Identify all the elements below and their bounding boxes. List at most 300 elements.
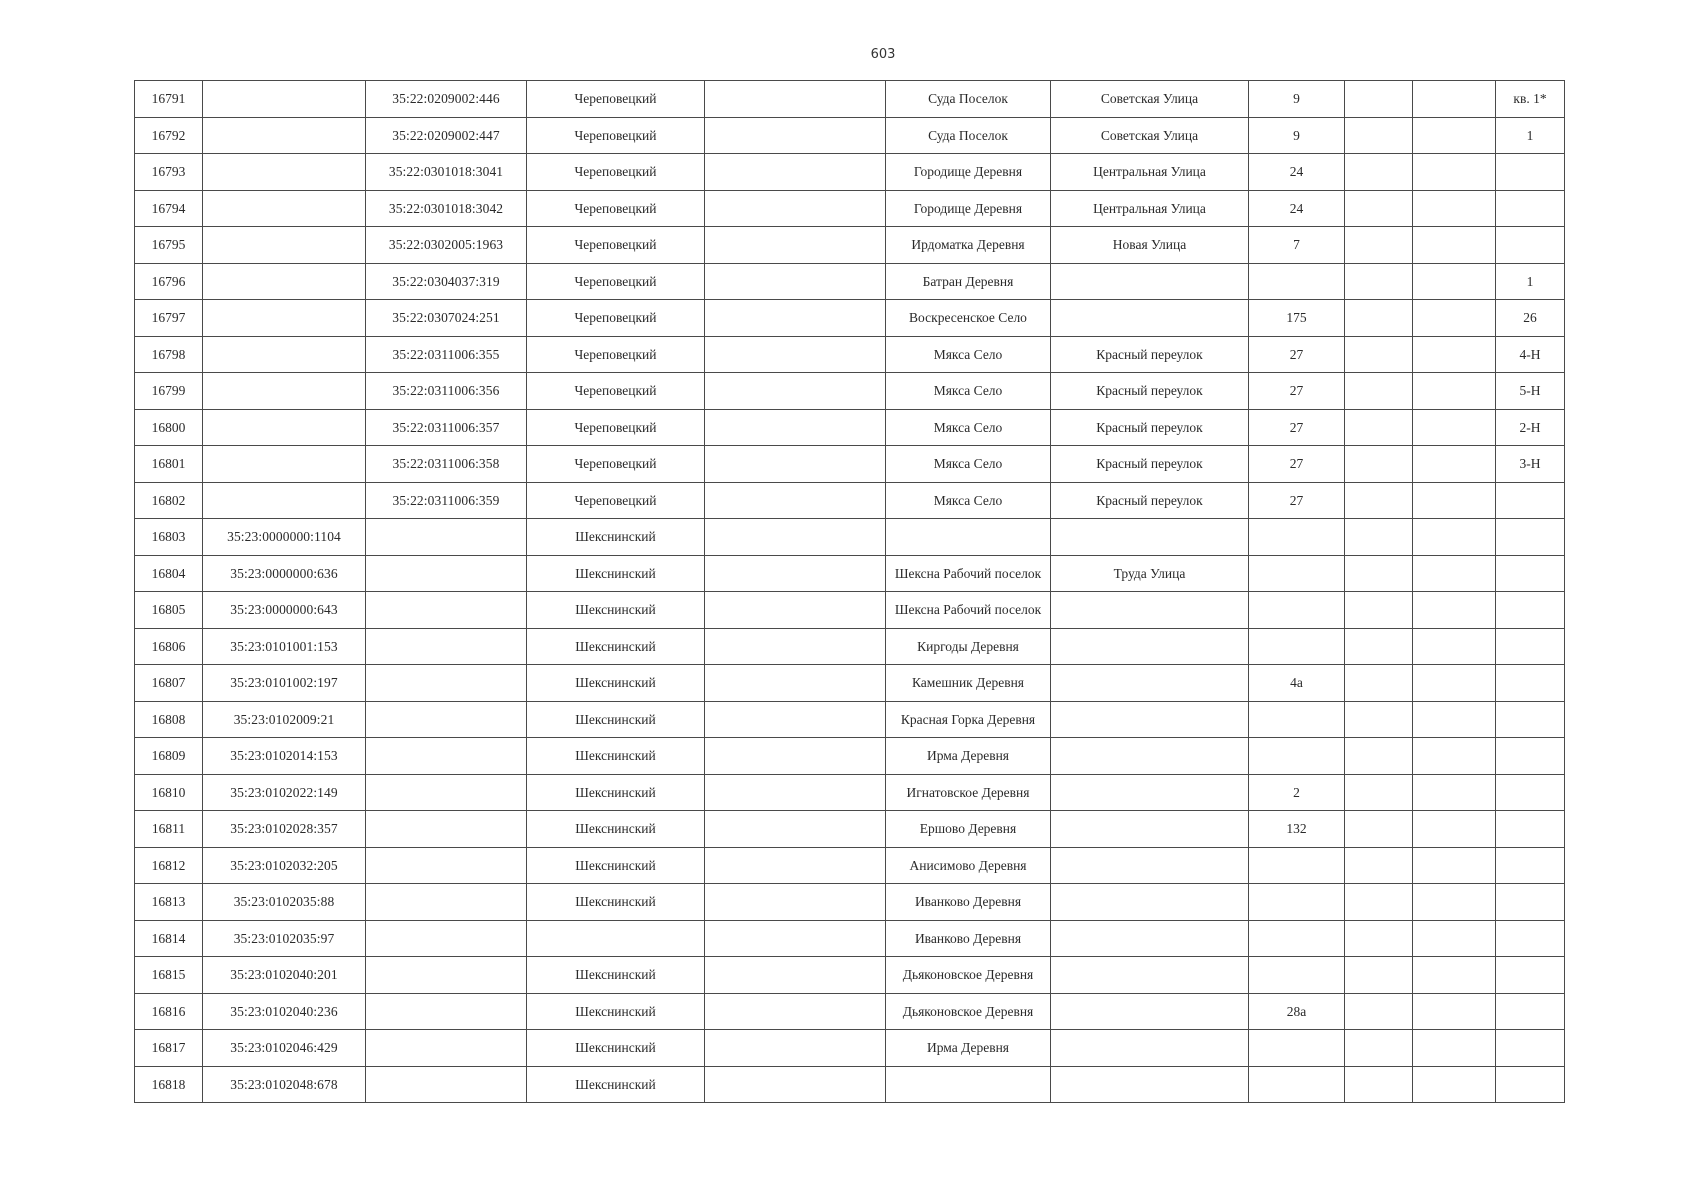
cadastral-number-alt-cell — [366, 774, 527, 811]
building-cell — [1345, 117, 1413, 154]
row-number-cell: 16799 — [135, 373, 203, 410]
building-cell — [1345, 482, 1413, 519]
structure-cell — [1413, 336, 1496, 373]
building-cell — [1345, 884, 1413, 921]
house-cell: 7 — [1249, 227, 1345, 264]
building-cell — [1345, 738, 1413, 775]
street-cell — [1051, 263, 1249, 300]
locality-cell: Анисимово Деревня — [886, 847, 1051, 884]
row-number-cell: 16800 — [135, 409, 203, 446]
building-cell — [1345, 993, 1413, 1030]
row-number-cell: 16804 — [135, 555, 203, 592]
apartment-cell — [1496, 555, 1565, 592]
district-cell: Шекснинский — [527, 519, 705, 556]
structure-cell — [1413, 884, 1496, 921]
structure-cell — [1413, 263, 1496, 300]
district-cell: Шекснинский — [527, 738, 705, 775]
cadastral-number-alt-cell: 35:22:0311006:355 — [366, 336, 527, 373]
building-cell — [1345, 263, 1413, 300]
empty-cell — [705, 1030, 886, 1067]
building-cell — [1345, 774, 1413, 811]
page-number: 603 — [870, 47, 896, 62]
table-row — [135, 190, 1565, 227]
locality-cell: Мякса Село — [886, 482, 1051, 519]
building-cell — [1345, 519, 1413, 556]
building-cell — [1345, 446, 1413, 483]
locality-cell — [886, 519, 1051, 556]
row-number-cell: 16812 — [135, 847, 203, 884]
locality-cell: Мякса Село — [886, 446, 1051, 483]
locality-cell: Ершово Деревня — [886, 811, 1051, 848]
cadastral-number-alt-cell — [366, 847, 527, 884]
district-cell: Череповецкий — [527, 300, 705, 337]
cadastral-number-cell: 35:23:0102014:153 — [203, 738, 366, 775]
street-cell: Советская Улица — [1051, 117, 1249, 154]
structure-cell — [1413, 519, 1496, 556]
table-row — [135, 336, 1565, 373]
building-cell — [1345, 1066, 1413, 1103]
table-row — [135, 1030, 1565, 1067]
apartment-cell: 3-Н — [1496, 446, 1565, 483]
street-cell — [1051, 592, 1249, 629]
empty-cell — [705, 628, 886, 665]
building-cell — [1345, 1030, 1413, 1067]
structure-cell — [1413, 701, 1496, 738]
street-cell: Труда Улица — [1051, 555, 1249, 592]
table-row — [135, 555, 1565, 592]
street-cell — [1051, 774, 1249, 811]
cadastral-number-alt-cell — [366, 701, 527, 738]
house-cell — [1249, 592, 1345, 629]
structure-cell — [1413, 190, 1496, 227]
cadastral-number-cell: 35:23:0101002:197 — [203, 665, 366, 702]
row-number-cell: 16816 — [135, 993, 203, 1030]
cadastral-number-alt-cell — [366, 993, 527, 1030]
house-cell — [1249, 957, 1345, 994]
locality-cell: Мякса Село — [886, 336, 1051, 373]
building-cell — [1345, 555, 1413, 592]
street-cell — [1051, 665, 1249, 702]
building-cell — [1345, 957, 1413, 994]
cadastral-number-alt-cell — [366, 555, 527, 592]
table-row — [135, 957, 1565, 994]
table-row — [135, 227, 1565, 264]
structure-cell — [1413, 665, 1496, 702]
street-cell — [1051, 738, 1249, 775]
building-cell — [1345, 811, 1413, 848]
table-row — [135, 884, 1565, 921]
cadastral-number-cell: 35:23:0000000:1104 — [203, 519, 366, 556]
structure-cell — [1413, 774, 1496, 811]
street-cell: Красный переулок — [1051, 373, 1249, 410]
street-cell — [1051, 920, 1249, 957]
cadastral-number-cell — [203, 154, 366, 191]
cadastral-number-alt-cell — [366, 628, 527, 665]
locality-cell: Ирма Деревня — [886, 1030, 1051, 1067]
house-cell: 27 — [1249, 373, 1345, 410]
structure-cell — [1413, 482, 1496, 519]
apartment-cell — [1496, 154, 1565, 191]
cadastral-number-alt-cell: 35:22:0307024:251 — [366, 300, 527, 337]
building-cell — [1345, 701, 1413, 738]
cadastral-number-cell — [203, 300, 366, 337]
cadastral-number-alt-cell — [366, 957, 527, 994]
house-cell — [1249, 263, 1345, 300]
table-row — [135, 519, 1565, 556]
cadastral-number-cell: 35:23:0102022:149 — [203, 774, 366, 811]
apartment-cell — [1496, 1030, 1565, 1067]
locality-cell: Ирдоматка Деревня — [886, 227, 1051, 264]
empty-cell — [705, 592, 886, 629]
cadastral-number-alt-cell: 35:22:0301018:3042 — [366, 190, 527, 227]
locality-cell — [886, 1066, 1051, 1103]
table-row — [135, 373, 1565, 410]
apartment-cell — [1496, 847, 1565, 884]
structure-cell — [1413, 409, 1496, 446]
row-number-cell: 16807 — [135, 665, 203, 702]
district-cell: Шекснинский — [527, 701, 705, 738]
house-cell: 132 — [1249, 811, 1345, 848]
structure-cell — [1413, 373, 1496, 410]
house-cell: 9 — [1249, 117, 1345, 154]
street-cell: Красный переулок — [1051, 446, 1249, 483]
row-number-cell: 16791 — [135, 81, 203, 118]
street-cell — [1051, 628, 1249, 665]
empty-cell — [705, 1066, 886, 1103]
apartment-cell — [1496, 665, 1565, 702]
cadastral-number-alt-cell — [366, 920, 527, 957]
house-cell — [1249, 1066, 1345, 1103]
street-cell — [1051, 884, 1249, 921]
cadastral-number-cell — [203, 482, 366, 519]
district-cell: Череповецкий — [527, 154, 705, 191]
locality-cell: Дьяконовское Деревня — [886, 957, 1051, 994]
locality-cell: Воскресенское Село — [886, 300, 1051, 337]
house-cell: 27 — [1249, 409, 1345, 446]
row-number-cell: 16806 — [135, 628, 203, 665]
row-number-cell: 16815 — [135, 957, 203, 994]
registry-table — [134, 80, 1565, 1103]
structure-cell — [1413, 1066, 1496, 1103]
row-number-cell: 16809 — [135, 738, 203, 775]
street-cell: Новая Улица — [1051, 227, 1249, 264]
street-cell: Красный переулок — [1051, 409, 1249, 446]
structure-cell — [1413, 993, 1496, 1030]
building-cell — [1345, 336, 1413, 373]
cadastral-number-cell — [203, 263, 366, 300]
row-number-cell: 16811 — [135, 811, 203, 848]
structure-cell — [1413, 738, 1496, 775]
building-cell — [1345, 592, 1413, 629]
empty-cell — [705, 373, 886, 410]
house-cell: 24 — [1249, 154, 1345, 191]
structure-cell — [1413, 227, 1496, 264]
street-cell — [1051, 847, 1249, 884]
cadastral-number-cell — [203, 336, 366, 373]
house-cell: 27 — [1249, 336, 1345, 373]
locality-cell: Дьяконовское Деревня — [886, 993, 1051, 1030]
cadastral-number-alt-cell — [366, 1066, 527, 1103]
street-cell — [1051, 811, 1249, 848]
building-cell — [1345, 920, 1413, 957]
cadastral-number-alt-cell — [366, 665, 527, 702]
street-cell — [1051, 993, 1249, 1030]
cadastral-number-cell: 35:23:0000000:643 — [203, 592, 366, 629]
apartment-cell — [1496, 738, 1565, 775]
structure-cell — [1413, 555, 1496, 592]
table-row — [135, 482, 1565, 519]
table-row — [135, 1066, 1565, 1103]
row-number-cell: 16814 — [135, 920, 203, 957]
apartment-cell — [1496, 628, 1565, 665]
structure-cell — [1413, 446, 1496, 483]
empty-cell — [705, 957, 886, 994]
street-cell: Красный переулок — [1051, 336, 1249, 373]
apartment-cell — [1496, 227, 1565, 264]
house-cell — [1249, 555, 1345, 592]
empty-cell — [705, 774, 886, 811]
empty-cell — [705, 336, 886, 373]
row-number-cell: 16796 — [135, 263, 203, 300]
street-cell — [1051, 957, 1249, 994]
table-row — [135, 81, 1565, 118]
table-row — [135, 738, 1565, 775]
house-cell — [1249, 847, 1345, 884]
locality-cell: Ирма Деревня — [886, 738, 1051, 775]
structure-cell — [1413, 920, 1496, 957]
table-row — [135, 154, 1565, 191]
apartment-cell — [1496, 592, 1565, 629]
cadastral-number-cell: 35:23:0102040:236 — [203, 993, 366, 1030]
locality-cell: Городище Деревня — [886, 154, 1051, 191]
apartment-cell: 1 — [1496, 263, 1565, 300]
cadastral-number-alt-cell: 35:22:0209002:447 — [366, 117, 527, 154]
empty-cell — [705, 884, 886, 921]
building-cell — [1345, 847, 1413, 884]
empty-cell — [705, 409, 886, 446]
apartment-cell — [1496, 884, 1565, 921]
structure-cell — [1413, 628, 1496, 665]
district-cell: Шекснинский — [527, 847, 705, 884]
cadastral-number-alt-cell — [366, 1030, 527, 1067]
structure-cell — [1413, 154, 1496, 191]
cadastral-number-alt-cell — [366, 592, 527, 629]
building-cell — [1345, 154, 1413, 191]
district-cell: Череповецкий — [527, 446, 705, 483]
cadastral-number-cell — [203, 81, 366, 118]
table-row — [135, 117, 1565, 154]
empty-cell — [705, 482, 886, 519]
building-cell — [1345, 665, 1413, 702]
street-cell: Центральная Улица — [1051, 190, 1249, 227]
cadastral-number-alt-cell — [366, 811, 527, 848]
district-cell: Шекснинский — [527, 957, 705, 994]
cadastral-number-alt-cell — [366, 519, 527, 556]
structure-cell — [1413, 1030, 1496, 1067]
cadastral-number-cell: 35:23:0102046:429 — [203, 1030, 366, 1067]
empty-cell — [705, 227, 886, 264]
cadastral-number-cell: 35:23:0102032:205 — [203, 847, 366, 884]
district-cell: Шекснинский — [527, 811, 705, 848]
house-cell — [1249, 628, 1345, 665]
building-cell — [1345, 628, 1413, 665]
locality-cell: Игнатовское Деревня — [886, 774, 1051, 811]
apartment-cell — [1496, 190, 1565, 227]
empty-cell — [705, 263, 886, 300]
district-cell: Шекснинский — [527, 884, 705, 921]
structure-cell — [1413, 81, 1496, 118]
locality-cell: Красная Горка Деревня — [886, 701, 1051, 738]
structure-cell — [1413, 592, 1496, 629]
empty-cell — [705, 555, 886, 592]
apartment-cell: 2-Н — [1496, 409, 1565, 446]
apartment-cell — [1496, 774, 1565, 811]
locality-cell: Городище Деревня — [886, 190, 1051, 227]
street-cell — [1051, 519, 1249, 556]
district-cell: Череповецкий — [527, 409, 705, 446]
apartment-cell — [1496, 920, 1565, 957]
cadastral-number-alt-cell: 35:22:0209002:446 — [366, 81, 527, 118]
district-cell — [527, 920, 705, 957]
table-row — [135, 446, 1565, 483]
cadastral-number-alt-cell: 35:22:0302005:1963 — [366, 227, 527, 264]
structure-cell — [1413, 811, 1496, 848]
cadastral-number-cell — [203, 117, 366, 154]
table-row — [135, 811, 1565, 848]
row-number-cell: 16794 — [135, 190, 203, 227]
row-number-cell: 16818 — [135, 1066, 203, 1103]
district-cell: Череповецкий — [527, 482, 705, 519]
structure-cell — [1413, 957, 1496, 994]
locality-cell: Суда Поселок — [886, 81, 1051, 118]
house-cell — [1249, 738, 1345, 775]
district-cell: Череповецкий — [527, 190, 705, 227]
locality-cell: Суда Поселок — [886, 117, 1051, 154]
row-number-cell: 16813 — [135, 884, 203, 921]
building-cell — [1345, 81, 1413, 118]
empty-cell — [705, 117, 886, 154]
apartment-cell — [1496, 519, 1565, 556]
street-cell — [1051, 300, 1249, 337]
building-cell — [1345, 300, 1413, 337]
cadastral-number-cell: 35:23:0000000:636 — [203, 555, 366, 592]
locality-cell: Мякса Село — [886, 373, 1051, 410]
house-cell — [1249, 884, 1345, 921]
empty-cell — [705, 701, 886, 738]
table-row — [135, 628, 1565, 665]
row-number-cell: 16803 — [135, 519, 203, 556]
empty-cell — [705, 738, 886, 775]
row-number-cell: 16798 — [135, 336, 203, 373]
house-cell: 28а — [1249, 993, 1345, 1030]
structure-cell — [1413, 847, 1496, 884]
table-row — [135, 263, 1565, 300]
apartment-cell: 5-Н — [1496, 373, 1565, 410]
row-number-cell: 16810 — [135, 774, 203, 811]
table-row — [135, 701, 1565, 738]
building-cell — [1345, 373, 1413, 410]
house-cell — [1249, 519, 1345, 556]
locality-cell: Камешник Деревня — [886, 665, 1051, 702]
row-number-cell: 16808 — [135, 701, 203, 738]
row-number-cell: 16801 — [135, 446, 203, 483]
house-cell: 2 — [1249, 774, 1345, 811]
table-row — [135, 847, 1565, 884]
empty-cell — [705, 920, 886, 957]
apartment-cell — [1496, 1066, 1565, 1103]
district-cell: Череповецкий — [527, 81, 705, 118]
house-cell: 9 — [1249, 81, 1345, 118]
cadastral-number-cell: 35:23:0101001:153 — [203, 628, 366, 665]
row-number-cell: 16817 — [135, 1030, 203, 1067]
cadastral-number-cell — [203, 227, 366, 264]
cadastral-number-alt-cell: 35:22:0304037:319 — [366, 263, 527, 300]
cadastral-number-alt-cell: 35:22:0311006:358 — [366, 446, 527, 483]
house-cell: 175 — [1249, 300, 1345, 337]
cadastral-number-alt-cell — [366, 884, 527, 921]
house-cell — [1249, 920, 1345, 957]
district-cell: Шекснинский — [527, 993, 705, 1030]
row-number-cell: 16802 — [135, 482, 203, 519]
district-cell: Череповецкий — [527, 227, 705, 264]
district-cell: Шекснинский — [527, 1030, 705, 1067]
street-cell — [1051, 1066, 1249, 1103]
locality-cell: Шексна Рабочий поселок — [886, 555, 1051, 592]
structure-cell — [1413, 117, 1496, 154]
house-cell — [1249, 1030, 1345, 1067]
table-row — [135, 920, 1565, 957]
cadastral-number-alt-cell: 35:22:0311006:356 — [366, 373, 527, 410]
locality-cell: Иванково Деревня — [886, 884, 1051, 921]
row-number-cell: 16793 — [135, 154, 203, 191]
district-cell: Шекснинский — [527, 774, 705, 811]
building-cell — [1345, 227, 1413, 264]
apartment-cell: кв. 1* — [1496, 81, 1565, 118]
house-cell: 27 — [1249, 446, 1345, 483]
cadastral-number-cell: 35:23:0102009:21 — [203, 701, 366, 738]
table-row — [135, 774, 1565, 811]
cadastral-number-cell — [203, 190, 366, 227]
cadastral-number-cell: 35:23:0102028:357 — [203, 811, 366, 848]
cadastral-number-alt-cell — [366, 738, 527, 775]
district-cell: Череповецкий — [527, 373, 705, 410]
building-cell — [1345, 409, 1413, 446]
district-cell: Череповецкий — [527, 336, 705, 373]
street-cell: Советская Улица — [1051, 81, 1249, 118]
building-cell — [1345, 190, 1413, 227]
district-cell: Череповецкий — [527, 263, 705, 300]
house-cell — [1249, 701, 1345, 738]
cadastral-number-cell — [203, 373, 366, 410]
apartment-cell — [1496, 957, 1565, 994]
table-row — [135, 592, 1565, 629]
empty-cell — [705, 811, 886, 848]
empty-cell — [705, 665, 886, 702]
table-row — [135, 300, 1565, 337]
structure-cell — [1413, 300, 1496, 337]
cadastral-number-cell: 35:23:0102035:88 — [203, 884, 366, 921]
row-number-cell: 16805 — [135, 592, 203, 629]
district-cell: Шекснинский — [527, 628, 705, 665]
empty-cell — [705, 993, 886, 1030]
cadastral-number-alt-cell: 35:22:0301018:3041 — [366, 154, 527, 191]
apartment-cell — [1496, 482, 1565, 519]
apartment-cell: 26 — [1496, 300, 1565, 337]
table-row — [135, 409, 1565, 446]
house-cell: 24 — [1249, 190, 1345, 227]
empty-cell — [705, 446, 886, 483]
apartment-cell — [1496, 811, 1565, 848]
